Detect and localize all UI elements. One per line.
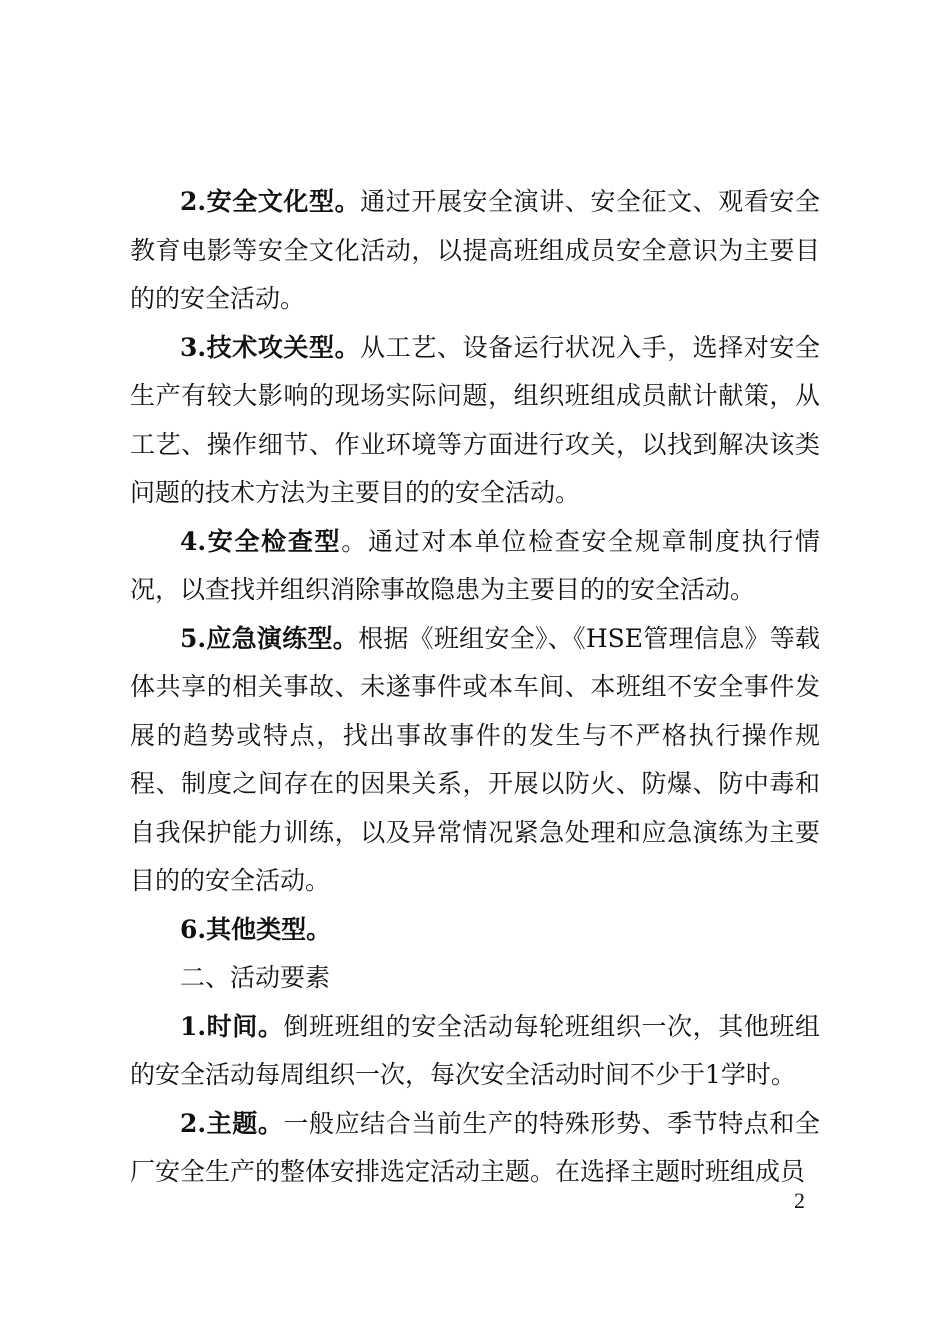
paragraph-body: 通过开展安全演讲、安全征文、观看安全教育电影等安全文化活动，以提高班组成员安全意识为主要目的的安全活动。	[130, 187, 820, 313]
paragraph-emergency-drill	[130, 615, 820, 906]
paragraph-heading: 1.时间。	[180, 1011, 284, 1041]
paragraph-heading: 2.安全文化型。	[180, 187, 361, 216]
paragraph-body: 从工艺、设备运行状况入手，选择对安全生产有较大影响的现场实际问题，组织班组成员献计献策，从工艺、操作细节、作业环境等方面进行攻关，以找到解决该类问题的技术方法为主要目的的安全活动。	[130, 332, 820, 507]
section-heading-activity-elements	[130, 954, 820, 1003]
paragraph-time	[130, 1003, 820, 1100]
paragraph-theme	[130, 1100, 820, 1197]
paragraph-safety-culture	[130, 178, 820, 324]
paragraph-safety-inspection	[130, 518, 820, 615]
paragraph-body: 一般应结合当前生产的特殊形势、季节特点和全厂安全生产的整体安排选定活动主题。在选择主题时班组成员	[130, 1108, 820, 1186]
paragraph-heading: 3.技术攻关型。	[180, 332, 361, 362]
body-text	[130, 178, 820, 1197]
paragraph-technical-tackling	[130, 324, 820, 518]
paragraph-body: 倒班班组的安全活动每轮班组织一次，其他班组的安全活动每周组织一次，每次安全活动时间不少于1学时。	[130, 1011, 820, 1089]
paragraph-body: 。通过对本单位检查安全规章制度执行情况，以查找并组织消除事故隐患为主要目的的安全活动。	[130, 526, 820, 604]
section-heading-text: 二、活动要素	[180, 963, 331, 992]
paragraph-body: 根据《班组安全》、《HSE管理信息》等载体共享的相关事故、未遂事件或本车间、本班组不安全事件发展的趋势或特点，找出事故事件的发生与不严格执行操作规程、制度之间存在的因果关系，开展以防火、防爆、防中毒和自我保护能力训练，以及异常情况紧急处理和应急演练为主要目的的安全活动。	[130, 623, 820, 895]
page-number: 2	[794, 1188, 805, 1213]
paragraph-heading: 5.应急演练型。	[180, 623, 359, 653]
paragraph-heading: 2.主题。	[180, 1108, 284, 1138]
paragraph-other-types	[130, 906, 820, 955]
paragraph-heading: 6.其他类型。	[180, 914, 332, 944]
paragraph-heading: 4.安全检查型	[180, 526, 342, 556]
